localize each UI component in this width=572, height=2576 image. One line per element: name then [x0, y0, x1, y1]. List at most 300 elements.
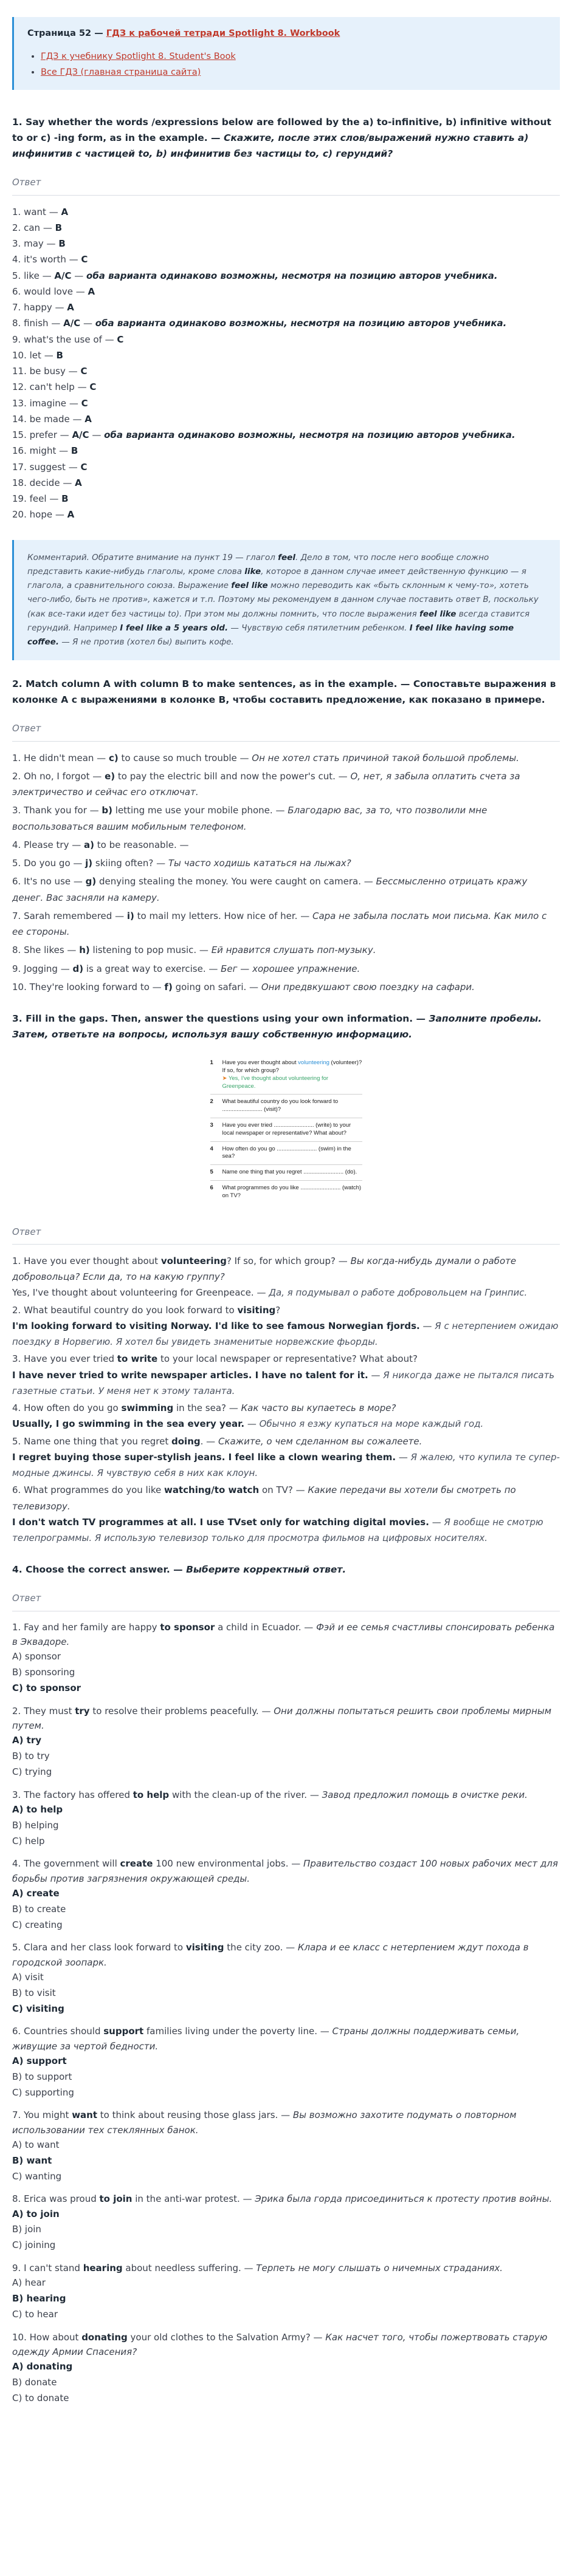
- task-1-en: 1. Say whether the words /expressions below are followed by the a) to-infinitive, b) infinitive without to or c) -ing form, as in the example. —: [12, 117, 551, 144]
- list-item: [12, 1620, 560, 1696]
- item-text: in the sea? —: [173, 1402, 241, 1414]
- item-question: [12, 1788, 560, 1802]
- item-key: g): [85, 876, 97, 887]
- item-key: visiting: [185, 1942, 224, 1953]
- figure-row: [210, 1165, 362, 1181]
- answer-option: C) help: [12, 1835, 45, 1847]
- item-number: 19.: [12, 493, 27, 505]
- answer-option: A) hear: [12, 2277, 46, 2289]
- item-answer: B: [61, 493, 69, 505]
- list-item: [12, 1433, 560, 1481]
- item-text: your old clothes to the Salvation Army? —: [127, 2331, 326, 2343]
- figure-text: [222, 1169, 362, 1177]
- item-question: [12, 1400, 560, 1416]
- list-item: 7. happy — A: [12, 302, 74, 313]
- item-text: Oh no, I forgot —: [24, 770, 105, 782]
- item-key: donating: [81, 2331, 128, 2343]
- list-item: [12, 837, 560, 853]
- item-answer: [12, 1318, 560, 1350]
- list-item: [12, 2108, 560, 2184]
- item-text: in the anti-war protest. —: [132, 2193, 255, 2205]
- item-text: The factory has offered: [24, 1789, 133, 1800]
- figure-row: [210, 1095, 362, 1118]
- item-key: b): [102, 805, 113, 816]
- item-translation: Скажите, о чем сделанном вы сожалеете.: [218, 1435, 422, 1447]
- item-text: listening to pop music. —: [89, 945, 212, 956]
- figure-question: (volunteer)? If so, for which group?: [222, 1059, 362, 1074]
- item-word: want: [24, 206, 46, 217]
- answer-option: A) to want: [12, 2139, 60, 2150]
- item-number: 8.: [12, 945, 21, 956]
- answer-label: Ответ: [12, 177, 41, 188]
- comment-text: Комментарий. Обратите внимание на пункт 19 — глагол: [27, 552, 278, 562]
- item-answer: A: [67, 509, 75, 521]
- list-item: 17. suggest — C: [12, 461, 88, 473]
- comment-text: можно переводить как «быть склонным к чему-то», хотеть чего-либо, быть не против», кажется и т.п. Поэтому мы рекомендуем в данном случае поставить ответ B, поскольку (как все-таки идет без частицы to). При этом мы должны помнить, что после выражения: [27, 581, 539, 619]
- item-word: finish: [24, 318, 49, 329]
- item-number: 7.: [12, 2110, 21, 2121]
- item-text: families living under the poverty line. —: [143, 2026, 333, 2037]
- figure-question: How often do you go ......................... (swim) in the sea?: [222, 1145, 351, 1160]
- list-item: [12, 1856, 560, 1933]
- item-text: They're looking forward to —: [29, 981, 165, 992]
- item-word: happy: [24, 302, 52, 313]
- item-question: [12, 2108, 560, 2137]
- item-number: 5.: [12, 858, 21, 869]
- answer-option: A) to join: [12, 2208, 60, 2219]
- list-item: 4. it's worth — C: [12, 254, 88, 265]
- item-text: with the clean-up of the river. —: [169, 1789, 322, 1800]
- content: [0, 114, 572, 2406]
- list-item: [12, 2024, 560, 2100]
- item-number: 1.: [12, 1255, 21, 1266]
- item-translation: Завод предложил помощь в очистке реки.: [322, 1789, 528, 1800]
- item-word: decide: [29, 477, 60, 488]
- item-number: 3.: [12, 1789, 21, 1800]
- comment-term: like: [244, 566, 261, 576]
- answer-label: Ответ: [12, 723, 41, 734]
- item-translation: Они предвкушают свою поездку на сафари.: [261, 981, 475, 992]
- item-text: to resolve their problems peacefully. —: [89, 1705, 274, 1717]
- list-item: [12, 942, 560, 958]
- list-item: 3. may — B: [12, 238, 66, 250]
- list-item: 2. can — B: [12, 222, 63, 233]
- ex1-answer-list: [12, 204, 560, 523]
- answer-option: B) join: [12, 2224, 41, 2235]
- item-answer: [12, 1367, 560, 1399]
- item-answer: C: [117, 333, 124, 345]
- figure-row: [210, 1056, 362, 1095]
- item-translation: Клара и ее класс с нетерпением ждут похода в городской зоопарк.: [12, 1942, 529, 1968]
- item-key: doing: [171, 1435, 201, 1447]
- list-item: [12, 1704, 560, 1780]
- item-text: a child in Ecuador. —: [215, 1621, 317, 1633]
- item-number: 10.: [12, 2331, 27, 2343]
- answer-text: —: [244, 1418, 260, 1430]
- ex3-answer-list: [12, 1253, 560, 1546]
- item-word: prefer: [29, 429, 57, 441]
- answer-translation: Я вообще не смотрю телепрограммы. Я использую телевизор только для просмотра фильмов на цифровых носителях.: [12, 1516, 543, 1544]
- item-key: hearing: [83, 2263, 123, 2274]
- comment-term: feel: [278, 552, 295, 562]
- item-text: Name one thing that you regret: [24, 1435, 172, 1447]
- item-number: 4.: [12, 1402, 21, 1414]
- figure-number: 4: [210, 1145, 213, 1152]
- figure-number: 3: [210, 1121, 213, 1129]
- item-text: to your local newspaper or representative? What about?: [157, 1353, 418, 1365]
- task-2-heading: [12, 676, 560, 708]
- item-number: 15.: [12, 429, 27, 441]
- figure-text: [222, 1122, 362, 1138]
- item-answer: C: [80, 366, 88, 377]
- workbook-link[interactable]: ГДЗ к рабочей тетради Spotlight 8. Workbook: [106, 29, 340, 38]
- item-translation: Страны должны поддерживать семьи, живущие за чертой бедности.: [12, 2026, 520, 2052]
- item-translation: Терпеть не могу слышать о ничемных страданиях.: [256, 2263, 503, 2274]
- item-question: [12, 1482, 560, 1514]
- item-word: might: [29, 445, 57, 457]
- item-number: 7.: [12, 910, 21, 921]
- item-word: let: [29, 349, 41, 361]
- answer-option: A) donating: [12, 2361, 73, 2373]
- answer-option: C) to sponsor: [12, 1682, 81, 1693]
- comment-text: , которое в данном случае имеет действенную функцию — я глагола, а сравнительного союза. Выражение: [27, 566, 526, 591]
- item-answer: B: [55, 222, 63, 233]
- answer-label: Ответ: [12, 1226, 41, 1237]
- item-key: support: [103, 2026, 144, 2037]
- item-number: 6.: [12, 1484, 21, 1496]
- item-translation: Они должны попытаться решить свои проблемы мирным путем.: [12, 1705, 552, 1732]
- item-question: [12, 2192, 560, 2206]
- item-text: letting me use your mobile phone. —: [112, 805, 288, 816]
- answer-text: I don't watch TV programmes at all. I use TVset only for watching digital movies.: [12, 1516, 429, 1528]
- list-item: [12, 2192, 560, 2253]
- item-text: to mail my letters. How nice of her. —: [134, 910, 312, 921]
- figure-question: Have you ever tried ......................... (write) to your local newspaper or representative? What about?: [222, 1121, 351, 1136]
- answer-translation: Я никогда даже не пытался писать газетные статьи. У меня нет к этому таланта.: [12, 1369, 555, 1396]
- item-answer: A: [88, 285, 95, 297]
- item-word: imagine: [29, 397, 67, 409]
- item-word: suggest: [29, 461, 66, 473]
- item-translation: Какие передачи вы хотели бы смотреть по телевизору.: [12, 1484, 516, 1512]
- figure-answer-word: volunteering: [298, 1059, 329, 1067]
- item-word: may: [24, 238, 44, 250]
- item-number: 14.: [12, 413, 27, 425]
- list-item: [12, 802, 560, 835]
- item-number: 12.: [12, 381, 27, 393]
- divider: [12, 195, 560, 196]
- item-answer: A/C: [72, 429, 89, 441]
- list-item: [12, 1482, 560, 1546]
- item-translation: Бег — хорошее упражнение.: [221, 963, 360, 974]
- item-word: feel: [29, 493, 47, 505]
- item-number: 3.: [12, 238, 21, 250]
- answer-option: A) try: [12, 1735, 42, 1746]
- figure-row: [210, 1118, 362, 1142]
- item-text: Please try —: [24, 839, 84, 850]
- item-key: visiting: [237, 1304, 276, 1316]
- item-number: 1.: [12, 752, 21, 764]
- nav-list: [41, 49, 546, 80]
- item-key: f): [164, 981, 173, 992]
- item-word: would love: [24, 285, 73, 297]
- item-number: 17.: [12, 461, 27, 473]
- item-word: what's the use of: [24, 333, 102, 345]
- item-question: [12, 1704, 560, 1734]
- figure-question: Name one thing that you regret ......................... (do).: [222, 1169, 357, 1176]
- ex4-answer-list: [12, 1620, 560, 2407]
- list-item: [12, 908, 560, 940]
- list-item: 18. decide — A: [12, 477, 82, 488]
- task-2-en: 2. Match column A with column B to make sentences, as in the example. —: [12, 678, 410, 690]
- item-translation: Сара не забыла послать мои письма. Как мило с ее стороны.: [12, 910, 547, 938]
- item-text: about needless suffering. —: [122, 2263, 257, 2274]
- item-question: [12, 1856, 560, 1886]
- item-number: 10.: [12, 981, 27, 992]
- page-label: Страница 52: [27, 29, 92, 38]
- item-number: 2.: [12, 770, 21, 782]
- figure-text: [222, 1059, 362, 1090]
- item-number: 3.: [12, 805, 21, 816]
- task-4-en: 4. Choose the correct answer. —: [12, 1564, 183, 1576]
- item-question: [12, 2024, 560, 2054]
- ex2-answer-list: [12, 750, 560, 996]
- task-4-ru: Выберите корректный ответ.: [186, 1564, 346, 1576]
- item-key: i): [126, 910, 134, 921]
- item-answer: C: [89, 381, 97, 393]
- list-item: [12, 1253, 560, 1301]
- item-question: [12, 2261, 560, 2275]
- answer-option: C) visiting: [12, 2003, 64, 2014]
- item-translation: Как часто вы купаетесь в море?: [241, 1402, 396, 1414]
- item-key: d): [72, 963, 84, 974]
- item-word: be made: [29, 413, 70, 425]
- item-text: I can't stand: [24, 2263, 83, 2274]
- answer-translation: Я с нетерпением ожидаю поездку в Норвегию. Я хотел бы увидеть знаменитые норвежские фьорды.: [12, 1320, 559, 1348]
- item-text: It's no use —: [24, 876, 86, 887]
- item-text: to pay the electric bill and now the power's cut. —: [115, 770, 351, 782]
- answer-text: —: [396, 1451, 411, 1463]
- list-item: 9. what's the use of — C: [12, 333, 124, 345]
- item-translation: Ты часто ходишь кататься на лыжах?: [168, 858, 351, 869]
- comment-text: — Я не против (хотел бы) выпить кофе.: [58, 637, 234, 647]
- item-key: h): [79, 945, 90, 956]
- answer-text: Usually, I go swimming in the sea every year.: [12, 1418, 245, 1430]
- task-1-ru: Скажите, после этих слов/выражений нужно ставить а) инфинитив с частицей to, b) инфинитив без частицы to, c) герундий?: [12, 132, 529, 160]
- list-item: [12, 2261, 560, 2323]
- item-answer: A: [67, 302, 74, 313]
- list-item: 15. prefer — A/C — оба варианта одинаково возможны, несмотря на позицию авторов учебника.: [12, 429, 515, 441]
- answer-option: B) to support: [12, 2071, 72, 2082]
- item-text: Thank you for —: [24, 805, 102, 816]
- item-text: How about: [29, 2331, 82, 2343]
- item-number: 4.: [12, 1858, 21, 1870]
- item-text: to cause so much trouble —: [118, 752, 252, 764]
- item-key: c): [108, 752, 119, 764]
- item-translation: Благодарю вас, за то, что позволили мне воспользоваться вашим мобильным телефоном.: [12, 805, 488, 832]
- answer-text: I have never tried to write newspaper articles. I have no talent for it.: [12, 1369, 368, 1381]
- comment-box: [12, 540, 560, 661]
- figure-example-answer: Yes, I've thought about volunteering for Greenpeace.: [222, 1074, 329, 1090]
- figure-question: Have you ever thought about: [222, 1059, 298, 1067]
- students-book-link[interactable]: ГДЗ к учебнику Spotlight 8. Student's Book: [41, 52, 236, 62]
- list-item: [12, 1400, 560, 1432]
- list-item: 12. can't help — C: [12, 381, 97, 393]
- item-answer: A: [61, 206, 69, 217]
- item-key: to join: [99, 2193, 133, 2205]
- answer-option: C) to hear: [12, 2308, 58, 2320]
- figure-question: What programmes do you like ......................... (watch) on TV?: [222, 1184, 362, 1199]
- item-translation: Он не хотел стать причиной такой большой проблемы.: [252, 752, 520, 764]
- task-4-heading: [12, 1562, 560, 1577]
- answer-text: —: [429, 1516, 444, 1528]
- item-number: 6.: [12, 285, 21, 297]
- home-link[interactable]: Все ГДЗ (главная страница сайта): [41, 67, 201, 77]
- item-number: 5.: [12, 270, 21, 281]
- item-text: ? If so, for which group? —: [226, 1255, 351, 1266]
- figure-text: [222, 1146, 362, 1161]
- nav-list-item: [41, 65, 546, 80]
- item-key: to write: [117, 1353, 158, 1365]
- item-text: Do you go —: [24, 858, 86, 869]
- item-number: 5.: [12, 1942, 21, 1953]
- item-text: skiing often? —: [92, 858, 168, 869]
- item-answer: A: [75, 477, 82, 488]
- list-item: 20. hope — A: [12, 509, 75, 521]
- item-answer: C: [81, 397, 88, 409]
- item-text: to think about reusing those glass jars. —: [97, 2110, 293, 2121]
- item-number: 9.: [12, 2263, 21, 2274]
- item-key: to sponsor: [160, 1621, 215, 1633]
- item-question: [12, 1620, 560, 1650]
- item-translation: Бессмысленно отрицать кражу денег. Вас засняли на камеру.: [12, 876, 528, 903]
- nav-box: [12, 17, 560, 90]
- figure-number: 2: [210, 1098, 213, 1105]
- item-number: 7.: [12, 302, 21, 313]
- task-1-heading: [12, 114, 560, 162]
- item-key: try: [75, 1705, 90, 1717]
- item-number: 13.: [12, 397, 27, 409]
- answer-option: A) to help: [12, 1804, 63, 1816]
- item-note: оба варианта одинаково возможны, несмотря на позицию авторов учебника.: [95, 318, 507, 329]
- item-text: How often do you go: [24, 1402, 122, 1414]
- item-translation: Вы возможно захотите подумать о повторном использовании тех стеклянных банок.: [12, 2110, 517, 2136]
- answer-option: C) wanting: [12, 2170, 62, 2182]
- comment-example: I feel like having some coffee.: [27, 623, 514, 647]
- figure-number: 5: [210, 1169, 213, 1176]
- list-item: [12, 1788, 560, 1850]
- item-answer: A/C: [63, 318, 81, 329]
- item-translation: Вы когда-нибудь думали о работе добровольца? Если да, то на какую группу?: [12, 1255, 517, 1283]
- item-text: She likes —: [24, 945, 80, 956]
- item-question: [12, 1433, 560, 1449]
- answer-option: C) to donate: [12, 2392, 69, 2403]
- item-key: j): [85, 858, 93, 869]
- item-text: is a great way to exercise. —: [83, 963, 221, 974]
- item-question: [12, 2330, 560, 2360]
- item-text: You might: [24, 2110, 72, 2121]
- task-3-en: 3. Fill in the gaps. Then, answer the questions using your own information. —: [12, 1013, 426, 1025]
- answer-option: B) donate: [12, 2377, 57, 2388]
- list-item: [12, 1351, 560, 1399]
- item-number: 5.: [12, 1435, 21, 1447]
- item-translation: Фэй и ее семья счастливы спонсировать ребенка в Эквадоре.: [12, 1621, 555, 1648]
- answer-option: A) sponsor: [12, 1651, 61, 1662]
- item-text: denying stealing the money. You were caught on camera. —: [96, 876, 376, 887]
- list-item: 19. feel — B: [12, 493, 69, 505]
- list-item: [12, 961, 560, 977]
- item-text: They must: [24, 1705, 75, 1717]
- answer-option: B) helping: [12, 1819, 59, 1831]
- answer-text: —: [419, 1320, 435, 1331]
- task-2-ru: Сопоставьте выражения в колонке A с выражениями в колонке B, чтобы составить предложение, как показано в примере.: [12, 678, 556, 706]
- list-item: [12, 750, 560, 766]
- item-text: . —: [200, 1435, 218, 1447]
- comment-text: всегда ставится герундий. Например: [27, 609, 530, 633]
- item-note: оба варианта одинаково возможны, несмотря на позицию авторов учебника.: [104, 429, 515, 441]
- item-text: on TV? —: [259, 1484, 308, 1496]
- item-translation: Ей нравится слушать поп-музыку.: [211, 945, 376, 956]
- list-item: 13. imagine — C: [12, 397, 88, 409]
- item-answer: A: [84, 413, 92, 425]
- nav-list-item: [41, 49, 546, 64]
- divider: [12, 1244, 560, 1245]
- item-text: Countries should: [24, 2026, 104, 2037]
- list-item: 6. would love — A: [12, 285, 95, 297]
- item-text: 100 new environmental jobs. —: [153, 1858, 304, 1870]
- answer-text: Yes, I've thought about volunteering for Greenpeace. —: [12, 1287, 269, 1299]
- answer-text: I'm looking forward to visiting Norway. I'd like to see famous Norwegian fjords.: [12, 1320, 420, 1331]
- item-note: оба варианта одинаково возможны, несмотря на позицию авторов учебника.: [86, 270, 498, 281]
- figure-number: 6: [210, 1184, 213, 1192]
- figure-text: [222, 1098, 362, 1114]
- list-item: 11. be busy — C: [12, 366, 88, 377]
- answer-option: C) trying: [12, 1766, 52, 1777]
- item-number: 4.: [12, 839, 21, 850]
- comment-example: I feel like a 5 years old.: [120, 623, 229, 633]
- item-number: 20.: [12, 509, 27, 521]
- list-item: 8. finish — A/C — оба варианта одинаково возможны, несмотря на позицию авторов учебника.: [12, 318, 507, 329]
- item-number: 1.: [12, 206, 21, 217]
- item-key: want: [72, 2110, 98, 2121]
- item-number: 6.: [12, 876, 21, 887]
- answer-option: A) create: [12, 1888, 60, 1899]
- list-item: 10. let — B: [12, 349, 63, 361]
- comment-text: . Дело в том, что после него вообще сложно представить какие-нибудь глаголы, кроме слова: [27, 552, 489, 576]
- item-text: to be reasonable. —: [94, 839, 189, 850]
- item-text: Erica was proud: [24, 2193, 100, 2205]
- item-translation: Как насчет того, чтобы пожертвовать старую одежду Армии Спасения?: [12, 2331, 548, 2358]
- answer-option: B) to visit: [12, 1987, 56, 1998]
- answer-text: I regret buying those super-stylish jeans. I feel like a clown wearing them.: [12, 1451, 396, 1463]
- list-item: [12, 979, 560, 995]
- item-number: 8.: [12, 318, 21, 329]
- item-answer: B: [58, 238, 66, 250]
- item-key: a): [84, 839, 94, 850]
- item-answer: B: [56, 349, 63, 361]
- item-key: swimming: [121, 1402, 174, 1414]
- answer-option: B) to create: [12, 1903, 66, 1915]
- answer-option: B) hearing: [12, 2293, 66, 2304]
- item-key: volunteering: [160, 1255, 227, 1266]
- item-answer: B: [71, 445, 78, 457]
- list-item: 1. want — A: [12, 206, 69, 217]
- nav-line: [27, 27, 546, 41]
- answer-option: C) supporting: [12, 2086, 74, 2098]
- item-word: it's worth: [24, 254, 66, 265]
- answer-option: B) to try: [12, 1751, 50, 1762]
- answer-translation: Я жалею, что купила те супер-модные джинсы. Я чувствую себя в них как клоун.: [12, 1451, 560, 1479]
- item-number: 1.: [12, 1621, 21, 1633]
